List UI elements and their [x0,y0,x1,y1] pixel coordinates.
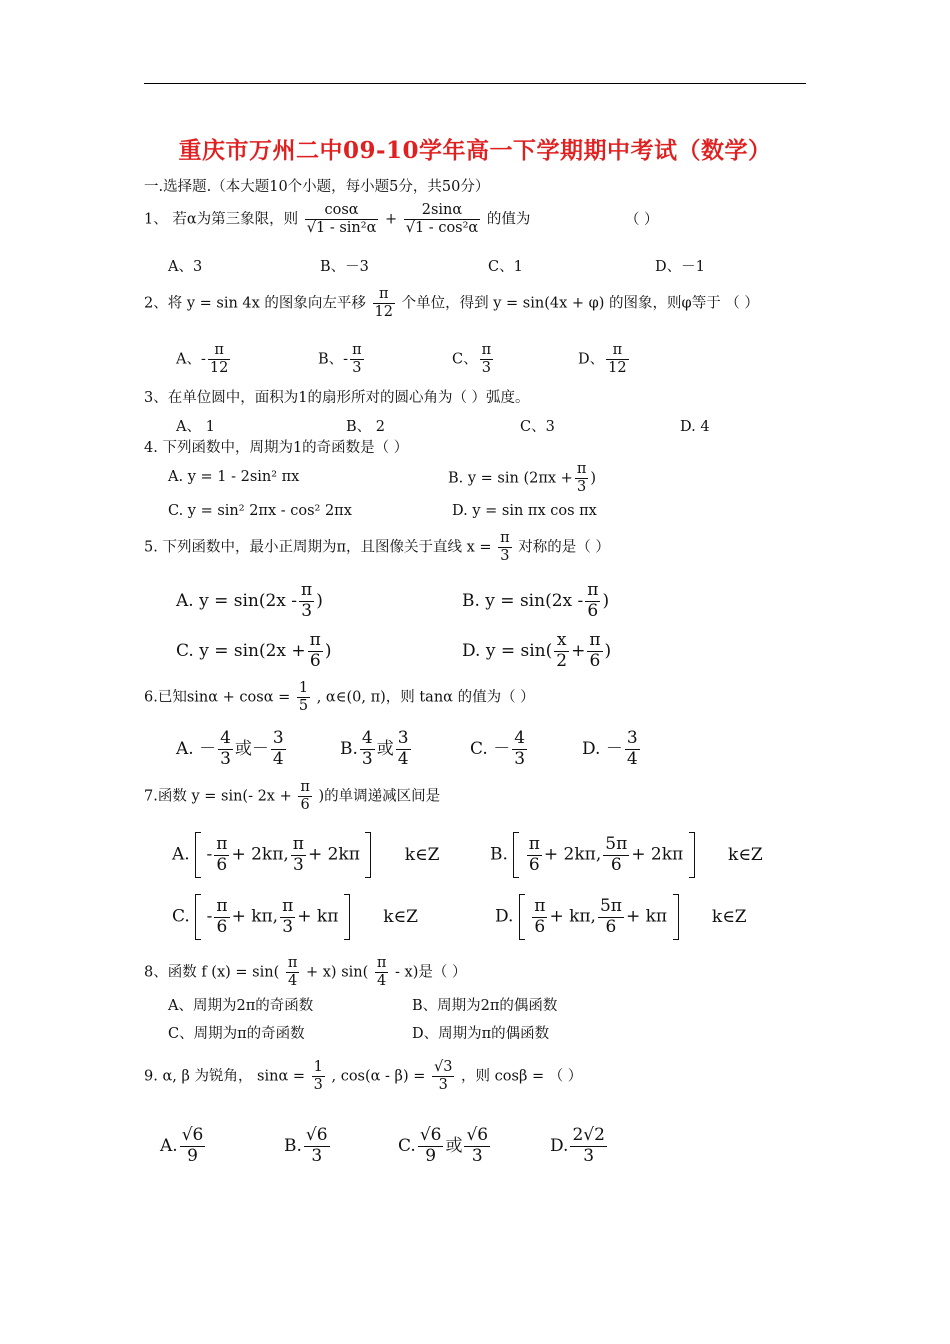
question-2: 2、将 y = sin 4x 的图象向左平移 $\frac{\pi}{12}$ 个单位，得到 y = sin(4x + φ) 的图象，则φ等于 （ ） [144,286,759,321]
exam-title: 重庆市万州二中09-10学年高一下学期期中考试（数学） [178,137,772,164]
q4-option-c: C. y = sin² 2πx - cos² 2πx [168,503,352,519]
q2-fraction: $\frac{\pi}{12}$ [374,286,393,321]
q5-option-c: C. y = sin(2x + $\frac{\pi}{6}$ ) [176,630,332,671]
question-3: 3、在单位圆中，面积为1的扇形所对的圆心角为（ ）弧度。 [144,390,530,406]
q2-option-d: D、 $\frac{\pi}{12}$ [578,342,627,377]
q3-option-b: B、 2 [346,419,385,435]
q7-option-b: B. $\frac{\pi}{6}$ + 2kπ, $\frac{5\pi}{6}$ + 2kπ k∈Z [490,832,763,878]
header-rule [144,83,806,84]
q1-option-b: B、－3 [320,259,369,275]
q1-text: 1、 若α为第三象限，则 [144,211,299,228]
q6-option-b: B. $\frac{4}{3}$ 或 $\frac{3}{4}$ [340,728,409,769]
q1-option-d: D、－1 [655,259,705,275]
q8-fraction-1: $\frac{\pi}{4}$ [287,955,298,990]
q2-option-a: A、- $\frac{\pi}{12}$ [176,342,229,377]
q5-option-d: D. y = sin( $\frac{x}{2}$ + $\frac{\pi}{6}$ ) [462,630,612,671]
q4-option-b: B. y = sin (2πx + $\frac{\pi}{3}$ ) [448,461,597,496]
q6-fraction: $\frac{1}{5}$ [298,680,309,715]
q9-option-a: A. $\frac{√6}{9}$ [160,1125,204,1166]
question-4: 4. 下列函数中，周期为1的奇函数是（ ） [144,440,409,456]
q8-option-b: B、周期为2π的偶函数 [412,998,558,1014]
q9-fraction-2: $\frac{√3}{3}$ [433,1059,453,1094]
q2-option-b: B、- $\frac{\pi}{3}$ [318,342,362,377]
question-6: 6.已知sinα + cosα = $\frac{1}{5}$ , α∈(0, π)，则 tanα 的值为（ ） [144,680,535,715]
q1-fraction-1: $\frac{\cos\alpha}{\text{√1 - sin²α}}$ [306,202,377,237]
q6-option-a: A. － $\frac{4}{3}$ 或－ $\frac{3}{4}$ [176,728,284,769]
q5-option-b: B. y = sin(2x - $\frac{\pi}{6}$ ) [462,580,610,621]
q4-option-a: A. y = 1 - 2sin² πx [168,469,300,485]
q7-option-d: D. $\frac{\pi}{6}$ + kπ, $\frac{5\pi}{6}$ + kπ k∈Z [495,894,747,940]
q9-option-b: B. $\frac{√6}{3}$ [284,1125,328,1166]
q3-option-d: D. 4 [680,419,710,435]
question-7: 7.函数 y = sin(- 2x + $\frac{\pi}{6}$ )的单调递减区间是 [144,779,441,814]
question-5: 5. 下列函数中，最小正周期为π，且图像关于直线 x = $\frac{\pi}{3}$ 对称的是（ ） [144,530,610,565]
q9-fraction-1: $\frac{1}{3}$ [313,1059,323,1094]
q5-fraction: $\frac{\pi}{3}$ [500,530,510,565]
question-8: 8、函数 f (x) = sin( $\frac{\pi}{4}$ + x) sin( $\frac{\pi}{4}$ - x)是（ ） [144,955,467,990]
answer-blank: （ ） [624,211,659,228]
q6-option-c: C. － $\frac{4}{3}$ [470,728,526,769]
q8-option-c: C、周期为π的奇函数 [168,1026,305,1042]
q5-option-a: A. y = sin(2x - $\frac{\pi}{3}$ ) [176,580,323,621]
section-heading: 一.选择题.（本大题10个小题，每小题5分，共50分） [144,179,490,195]
q7-option-c: C. - $\frac{\pi}{6}$ + kπ, $\frac{\pi}{3}$ + kπ k∈Z [172,894,418,940]
q6-option-d: D. － $\frac{3}{4}$ [582,728,638,769]
q1-option-c: C、1 [488,259,523,275]
q1-fraction-2: $\frac{2\sin\alpha}{\text{√1 - cos²α}}$ [405,202,479,237]
q9-option-c: C. $\frac{√6}{9}$ 或 $\frac{√6}{3}$ [398,1125,489,1166]
question-9: 9. α, β 为锐角， sinα = $\frac{1}{3}$ , cos(α - β) = $\frac{√3}{3}$ ，则 cosβ = （ ） [144,1059,583,1094]
q3-option-c: C、3 [520,419,555,435]
q8-fraction-2: $\frac{\pi}{4}$ [376,955,387,990]
q3-option-a: A、 1 [176,419,215,435]
q2-option-c: C、 $\frac{\pi}{3}$ [452,342,492,377]
q8-option-d: D、周期为π的偶函数 [412,1026,550,1042]
q9-option-d: D. $\frac{2√2}{3}$ [550,1125,605,1166]
q8-option-a: A、周期为2π的奇函数 [168,998,314,1014]
q4-option-d: D. y = sin πx cos πx [452,503,597,519]
q7-fraction: $\frac{\pi}{6}$ [300,779,310,814]
q1-option-a: A、3 [168,259,203,275]
q7-option-a: A. - $\frac{\pi}{6}$ + 2kπ, $\frac{\pi}{3}$ + 2kπ k∈Z [172,832,439,878]
question-1: 1、 若α为第三象限，则 $\frac{\cos\alpha}{\text{√1 - sin²α}}$ + $\frac{2\sin\alpha}{\text{√1 - cos²α}}$ 的值为 （ ） [144,202,659,237]
